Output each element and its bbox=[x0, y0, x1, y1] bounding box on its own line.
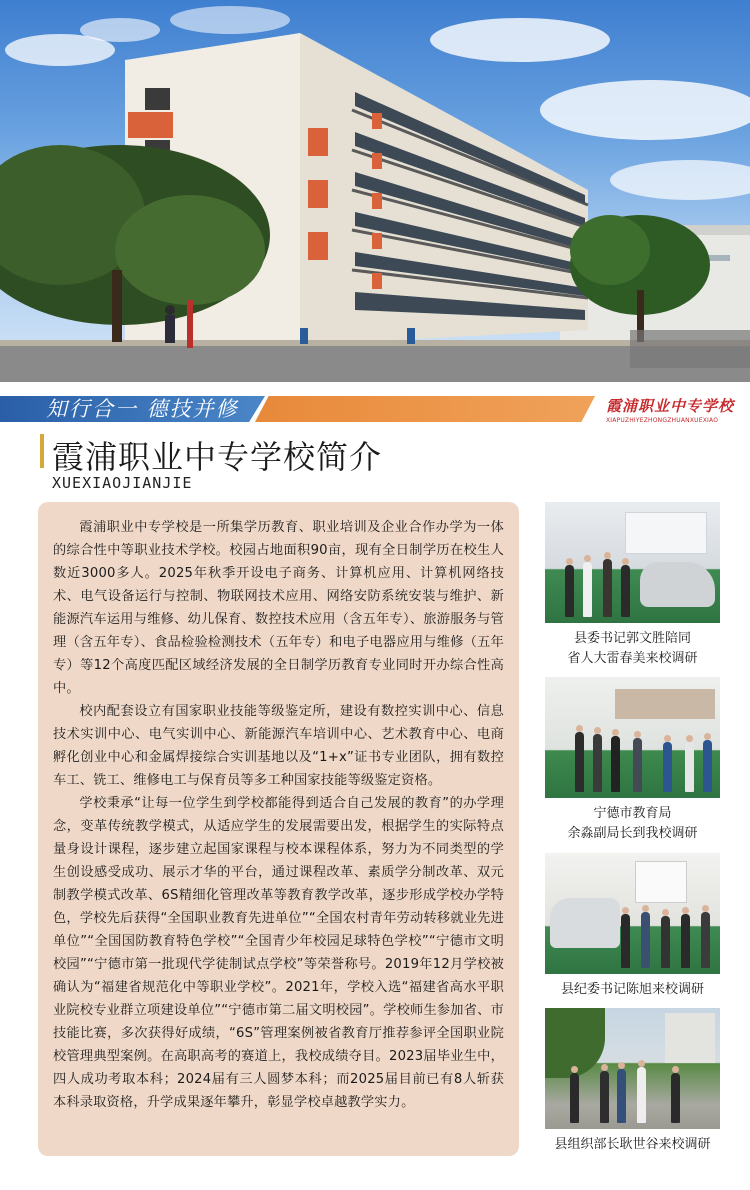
visit-photo bbox=[545, 502, 720, 623]
intro-paragraph: 校内配套设立有国家职业技能等级鉴定所，建设有数控实训中心、信息技术实训中心、电气实训中心、新能源汽车培训中心、艺术教育中心、电商孵化创业中心和金属焊接综合实训基地以及“1+x”证书专业团队，拥有数控车工、铣工、维修电工与保育员等多工种国家技能等级鉴定资格。 bbox=[53, 704, 504, 788]
school-logo-calligraphy: 霞浦职业中专学校 bbox=[606, 397, 735, 415]
page-title: 霞浦职业中专学校简介 bbox=[52, 438, 383, 476]
page-subtitle: XUEXIAOJIANJIE bbox=[52, 474, 193, 492]
photo-caption: 县委书记郭文胜陪同 省人大雷春美来校调研 bbox=[567, 631, 698, 666]
title-accent-bar bbox=[40, 434, 44, 468]
visit-photo bbox=[545, 677, 720, 798]
photo-caption: 县组织部长耿世谷来校调研 bbox=[554, 1137, 711, 1152]
campus-building-illustration bbox=[0, 0, 750, 382]
intro-text-panel bbox=[38, 502, 519, 1156]
hero-campus-photo bbox=[0, 0, 750, 382]
banner-orange-stripe bbox=[255, 396, 595, 422]
visit-photo bbox=[545, 1008, 720, 1129]
visit-photo-card-4 bbox=[545, 1008, 720, 1155]
school-logo-pinyin: XIAPUZHIYEZHONGZHUANXUEXIAO bbox=[606, 417, 719, 424]
visit-photo bbox=[545, 853, 720, 974]
intro-paragraph: 学校秉承“让每一位学生到学校都能得到适合自己发展的教育”的办学理念，变革传统教学模式，从适应学生的发展需要出发，根据学生的实际特点量身设计课程，逐步建立起国家课程与校本课程体系，努力为不同类型的学生创设感受成功、展示才华的平台，通过课程改革、素质学分制改革、双元制教学模式改革、6S精细化管理改革等教育教学改革，逐步形成学校办学特色，学校先后获得“全国职业教育先进单位”“全国农村青年劳动转移就业先进单位”“全国国防教育特色学校”“全国青少年校园足球特色学校”“宁德市文明校园”“宁德市第一批现代学徒制试点学校”等荣誉称号。2019年12月学校被确认为“福建省规范化中等职业学校”。2021年，学校入选“福建省高水平职业院校专业群立项建设单位”“宁德市第二届文明校园”。学校师生参加省、市技能比赛，多次获得好成绩，“6S”管理案例被省教育厅推荐参评全国职业院校管理典型案例。在高职高考的赛道上，我校成绩夺目。2023届毕业生中，四人成功考取本科；2024届有三人圆梦本科；而2025届目前已有8人斩获本科录取资格，升学成果逐年攀升，彰显学校卓越教学实力。 bbox=[53, 796, 504, 1110]
intro-paragraph: 霞浦职业中专学校是一所集学历教育、职业培训及企业合作办学为一体的综合性中等职业技术学校。校园占地面积90亩，现有全日制学历在校生人数近3000多人。2025年秋季开设电子商务、计算机应用、计算机网络技术、电气设备运行与控制、物联网技术应用、网络安防系统安装与维护、新能源汽车运用与维修、幼儿保育、数控技术应用（含五年专）、旅游服务与管理（含五年专）、食品检验检测技术（五年专）和电子电器应用与维修（五年专）等12个高度匹配区域经济发展的全日制学历教育专业同时开办综合性高中。 bbox=[53, 520, 504, 696]
visit-photo-card-1 bbox=[545, 502, 720, 669]
visit-photo-card-3 bbox=[545, 853, 720, 1000]
photo-caption: 县纪委书记陈旭来校调研 bbox=[560, 982, 704, 997]
photo-caption: 宁德市教育局 余淼副局长到我校调研 bbox=[567, 806, 698, 841]
school-motto: 知行合一 德技并修 bbox=[46, 397, 239, 421]
visit-photo-card-2 bbox=[545, 677, 720, 844]
